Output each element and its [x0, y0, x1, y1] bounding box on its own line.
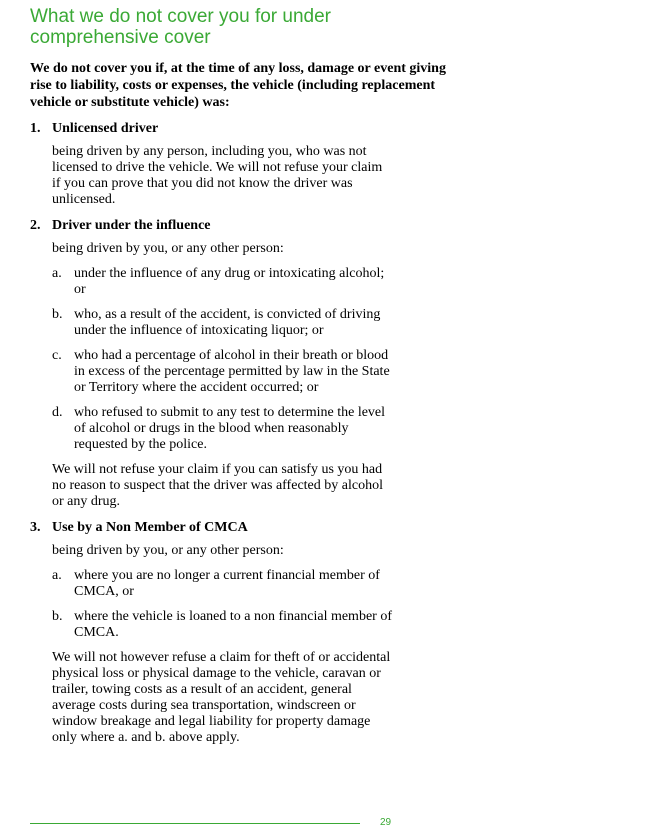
list-item-text: where you are no longer a current financial member of CMCA, or	[74, 568, 380, 599]
list-item	[52, 609, 636, 641]
list-item-letter: b.	[52, 307, 63, 322]
page-title: What we do not cover you for under comprehensive cover	[30, 6, 331, 48]
section-paragraph: being driven by you, or any other person:	[52, 543, 284, 558]
list-item-text: under the influence of any drug or intoxicating alcohol; or	[74, 266, 385, 297]
footer-divider	[30, 823, 360, 824]
list-item-text: who refused to submit to any test to determine the level of alcohol or drugs in the blood when reasonably requested by the police.	[74, 405, 386, 452]
list-item	[52, 568, 636, 600]
list-item	[52, 307, 636, 339]
list-item	[52, 405, 636, 453]
intro-text: We do not cover you if, at the time of any loss, damage or event giving rise to liability, costs or expenses, the vehicle (including replacement vehicle or substitute vehicle) was:	[30, 61, 446, 110]
list-item-text: where the vehicle is loaned to a non financial member of CMCA.	[74, 609, 392, 640]
list-item	[52, 348, 636, 396]
list-item-letter: b.	[52, 609, 63, 624]
section-number: 3.	[30, 520, 41, 535]
page-footer	[30, 817, 398, 829]
list-item-text: who had a percentage of alcohol in their breath or blood in excess of the percentage permitted by law in the State or Territory where the accident occurred; or	[74, 348, 390, 395]
section-heading	[30, 519, 636, 536]
list-item-text: who, as a result of the accident, is convicted of driving under the influence of intoxicating liquor; or	[74, 307, 381, 338]
section-number: 2.	[30, 218, 41, 233]
section-closing-paragraph: We will not however refuse a claim for theft of or accidental physical loss or physical damage to the vehicle, caravan or trailer, towing costs as a result of an accident, general average costs during sea transportation, windscreen or window breakage and legal liability for property damage only where a. and b. above apply.	[52, 650, 391, 745]
section-title: Unlicensed driver	[52, 121, 159, 136]
section-title: Use by a Non Member of CMCA	[52, 520, 248, 535]
section-paragraph: being driven by you, or any other person:	[52, 241, 284, 256]
section-use-by-non-member	[30, 519, 636, 746]
list-item	[52, 266, 636, 298]
section-heading	[30, 120, 636, 137]
section-unlicensed-driver	[30, 120, 636, 208]
section-paragraph: being driven by any person, including you, who was not licensed to drive the vehicle. We will not refuse your claim if you can prove that you did not know the driver was unlicensed.	[52, 144, 383, 207]
section-title: Driver under the influence	[52, 218, 211, 233]
section-driver-under-influence	[30, 217, 636, 510]
list-item-letter: a.	[52, 568, 62, 583]
page-number: 29	[380, 817, 392, 828]
section-number: 1.	[30, 121, 41, 136]
list-item-letter: c.	[52, 348, 62, 363]
list-item-letter: d.	[52, 405, 63, 420]
list-item-letter: a.	[52, 266, 62, 281]
section-closing-paragraph: We will not refuse your claim if you can satisfy us you had no reason to suspect that the driver was affected by alcohol or any drug.	[52, 462, 383, 509]
section-heading	[30, 217, 636, 234]
